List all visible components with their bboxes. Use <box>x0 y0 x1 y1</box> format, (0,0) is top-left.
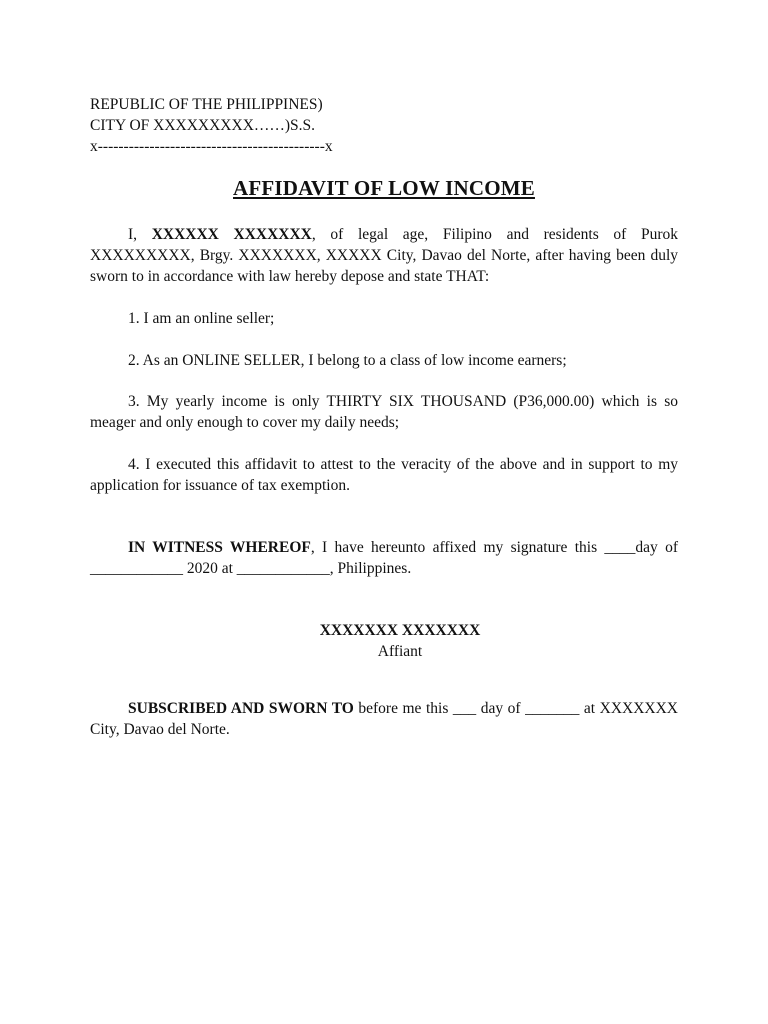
header-city: CITY OF XXXXXXXXX……)S.S. <box>90 117 316 134</box>
jurat-text: before me this ___ day of _______ at XXXXXXX City, Davao del Norte. <box>90 700 678 738</box>
intro-prefix: I, <box>128 226 152 243</box>
witness-text: , I have hereunto affixed my signature this ____day of ____________ 2020 at ____________, Philippines. <box>90 539 678 577</box>
jurat-paragraph <box>90 698 678 740</box>
witness-paragraph <box>90 537 678 579</box>
jurat-lead: SUBSCRIBED AND SWORN TO <box>128 700 354 717</box>
affiant-label: Affiant <box>377 643 423 660</box>
statement-item-4: 4. I executed this affidavit to attest to the veracity of the above and in support to my application for issuance of tax exemption. <box>90 456 678 494</box>
statement-item-3: 3. My yearly income is only THIRTY SIX THOUSAND (P36,000.00) which is so meager and only enough to cover my daily needs; <box>90 393 678 431</box>
statement-item-2: 2. As an ONLINE SELLER, I belong to a class of low income earners; <box>128 352 567 369</box>
header-separator: x--------------------------------------------x <box>90 138 333 155</box>
document-title: AFFIDAVIT OF LOW INCOME <box>233 176 535 200</box>
affiant-signature-name: XXXXXXX XXXXXXX <box>319 622 481 639</box>
document-header <box>90 94 333 157</box>
intro-paragraph <box>90 224 678 287</box>
witness-lead: IN WITNESS WHEREOF <box>128 539 311 556</box>
header-republic: REPUBLIC OF THE PHILIPPINES) <box>90 96 323 113</box>
statement-item-1: 1. I am an online seller; <box>128 310 275 327</box>
affiant-name-inline: XXXXXX XXXXXXX <box>151 226 312 243</box>
intro-text: , of legal age, Filipino and residents of Purok XXXXXXXXX, Brgy. XXXXXXX, XXXXX City, Davao del Norte, after having been duly sworn to in accordance with law hereby depose and state THAT: <box>90 226 678 285</box>
